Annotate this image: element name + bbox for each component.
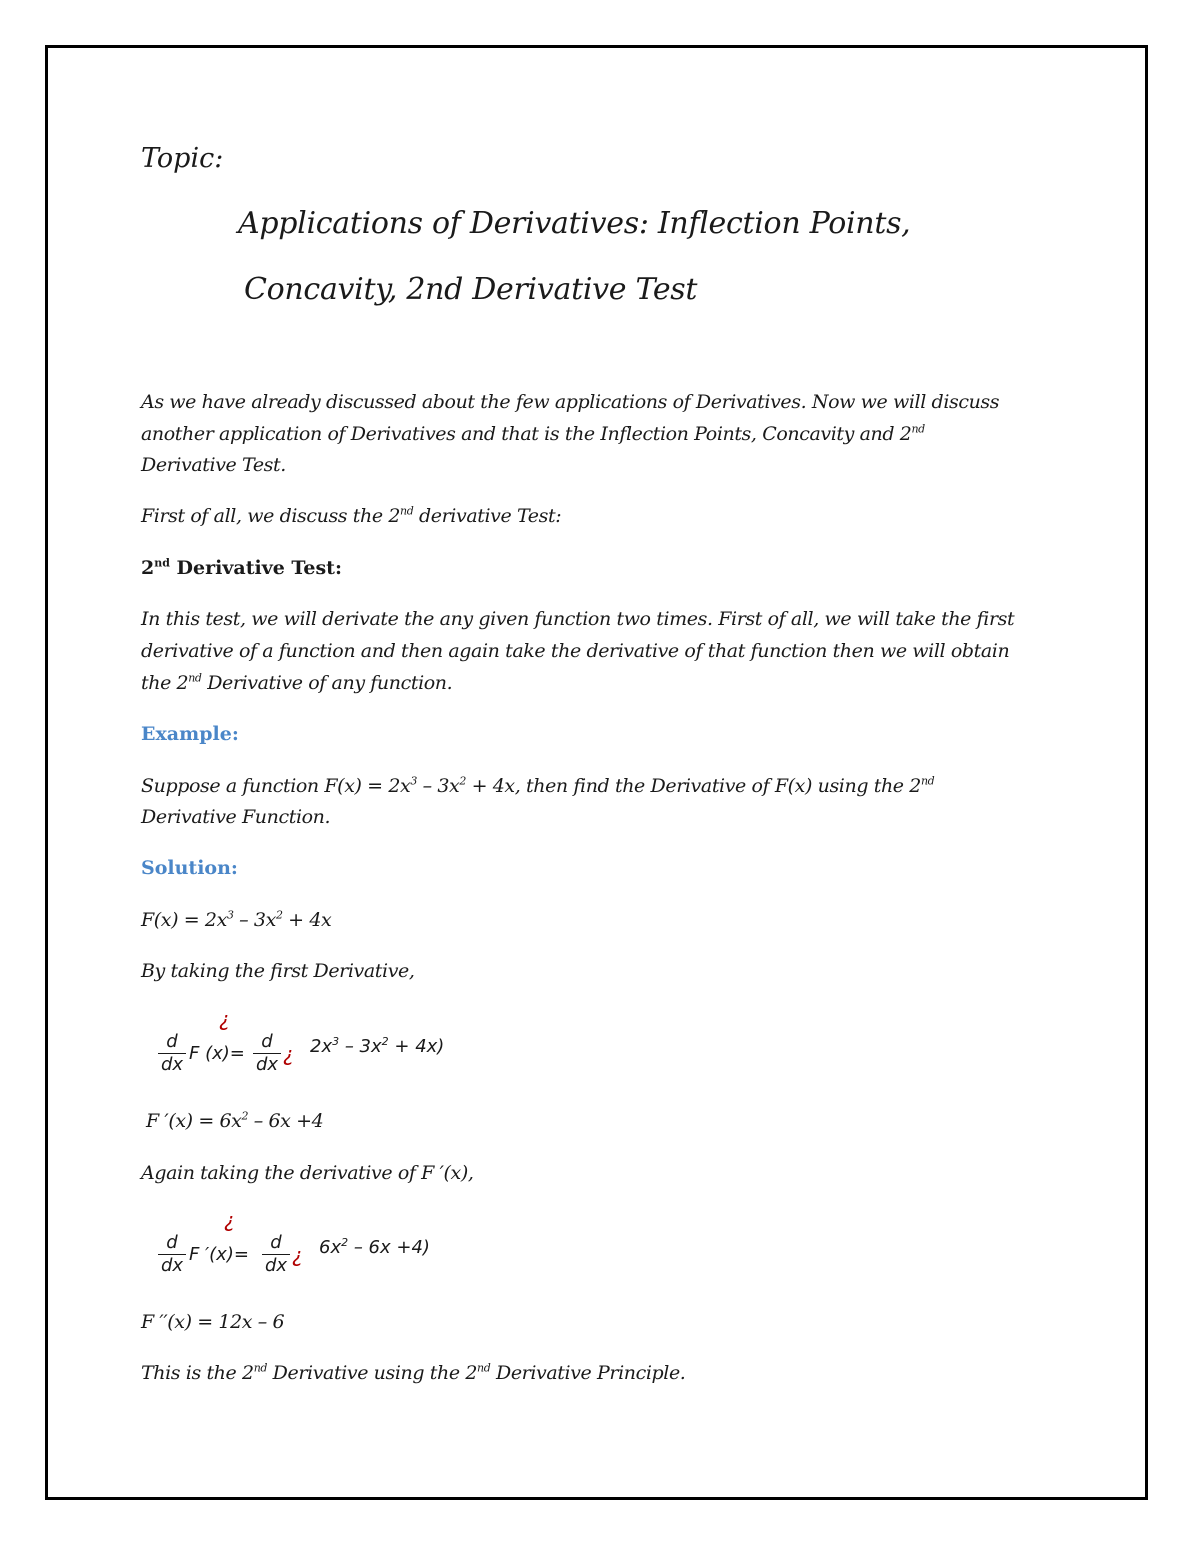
test-desc-line-1: In this test, we will derivate the any given function two times. First of all, we will take the first bbox=[141, 608, 1015, 630]
example-text: + 4x, then find the Derivative of F(x) using the 2 bbox=[465, 775, 921, 797]
intro-line-1: As we have already discussed about the few applications of Derivatives. Now we will discuss bbox=[141, 391, 1000, 413]
test-desc-line-2: derivative of a function and then again take the derivative of that function then we will obtain bbox=[141, 640, 1010, 662]
test-desc-line-3-end: Derivative of any function. bbox=[201, 672, 453, 694]
equation-lhs: F ′(x)= bbox=[189, 1244, 249, 1265]
superscript: nd bbox=[920, 774, 935, 788]
rhs-text: 6x bbox=[319, 1237, 342, 1258]
superscript: 3 bbox=[226, 908, 234, 922]
first-derivative-label: By taking the first Derivative, bbox=[141, 960, 415, 982]
function-definition bbox=[141, 909, 331, 931]
test-desc-line-3 bbox=[141, 672, 452, 694]
unknown-glyph: ¿ bbox=[219, 1007, 230, 1031]
fx-text: F(x) = 2x bbox=[141, 909, 227, 931]
solution-heading: Solution: bbox=[141, 857, 238, 879]
title-line-1: Applications of Derivatives: Inflection Points, bbox=[238, 206, 911, 241]
again-label: Again taking the derivative of F ′(x), bbox=[141, 1162, 474, 1184]
fraction-denominator: dx bbox=[255, 1054, 279, 1075]
unknown-glyph: ¿ bbox=[292, 1243, 303, 1267]
superscript: nd bbox=[188, 671, 202, 685]
section-heading-text: Derivative Test: bbox=[169, 557, 342, 579]
example-text: – 3x bbox=[416, 775, 460, 797]
fraction-numerator: d bbox=[166, 1031, 178, 1052]
fraction-numerator: d bbox=[270, 1232, 282, 1253]
fprime-text: – 6x +4 bbox=[248, 1110, 324, 1132]
rhs-text: – 6x +4) bbox=[348, 1237, 430, 1258]
superscript: 2 bbox=[381, 1035, 389, 1048]
fraction-denominator: dx bbox=[160, 1255, 184, 1276]
superscript: nd bbox=[253, 1361, 268, 1375]
first-derivative-result bbox=[146, 1110, 323, 1132]
second-derivative-result: F ′′(x) = 12x – 6 bbox=[141, 1311, 285, 1333]
superscript: 3 bbox=[332, 1035, 340, 1048]
rhs-text: 2x bbox=[310, 1036, 333, 1057]
fraction-numerator: d bbox=[166, 1232, 178, 1253]
fraction-denominator: dx bbox=[160, 1054, 184, 1075]
intro-line-2 bbox=[141, 423, 925, 445]
equation-rhs bbox=[319, 1237, 430, 1258]
first-of-all-line bbox=[141, 505, 561, 527]
example-heading: Example: bbox=[141, 723, 239, 745]
superscript: 2 bbox=[241, 1109, 249, 1123]
test-desc-line-3-start: the 2 bbox=[141, 672, 189, 694]
fraction-denominator: dx bbox=[264, 1255, 288, 1276]
topic-label: Topic: bbox=[141, 143, 224, 174]
equation-rhs bbox=[310, 1036, 444, 1057]
fraction-d-dx bbox=[253, 1032, 281, 1075]
superscript: 2 bbox=[459, 774, 466, 788]
conclusion-text: Derivative Principle. bbox=[490, 1362, 686, 1384]
page-border bbox=[45, 45, 1148, 1500]
example-text: Suppose a function F(x) = 2x bbox=[141, 775, 411, 797]
equation-lhs: F (x)= bbox=[189, 1043, 245, 1064]
fraction-d-dx bbox=[158, 1233, 186, 1276]
superscript: 2 bbox=[275, 908, 283, 922]
first-of-all-text: First of all, we discuss the 2 bbox=[141, 505, 401, 527]
intro-line-3: Derivative Test. bbox=[141, 454, 286, 476]
superscript: 3 bbox=[410, 774, 417, 788]
example-line-1 bbox=[141, 775, 934, 797]
conclusion-line bbox=[141, 1362, 685, 1384]
fraction-numerator: d bbox=[261, 1031, 273, 1052]
fraction-d-dx bbox=[158, 1032, 186, 1075]
conclusion-text: Derivative using the 2 bbox=[267, 1362, 478, 1384]
rhs-text: – 3x bbox=[339, 1036, 382, 1057]
example-line-2: Derivative Function. bbox=[141, 806, 331, 828]
unknown-glyph: ¿ bbox=[224, 1208, 235, 1232]
superscript: 2 bbox=[341, 1236, 349, 1249]
first-of-all-text-end: derivative Test: bbox=[413, 505, 562, 527]
intro-line-2-text: another application of Derivatives and that is the Inflection Points, Concavity and 2 bbox=[141, 423, 912, 445]
section-heading-number: 2 bbox=[141, 557, 155, 579]
unknown-glyph: ¿ bbox=[283, 1042, 294, 1066]
title-line-2: Concavity, 2nd Derivative Test bbox=[244, 272, 698, 307]
conclusion-text: This is the 2 bbox=[141, 1362, 254, 1384]
rhs-text: + 4x) bbox=[388, 1036, 445, 1057]
superscript: nd bbox=[477, 1361, 491, 1375]
superscript: nd bbox=[911, 422, 925, 436]
superscript: nd bbox=[154, 556, 170, 570]
section-heading bbox=[141, 557, 342, 579]
superscript: nd bbox=[400, 504, 414, 518]
fx-text: – 3x bbox=[233, 909, 276, 931]
fx-text: + 4x bbox=[282, 909, 332, 931]
fraction-d-dx bbox=[262, 1233, 290, 1276]
fprime-text: F ′(x) = 6x bbox=[146, 1110, 242, 1132]
